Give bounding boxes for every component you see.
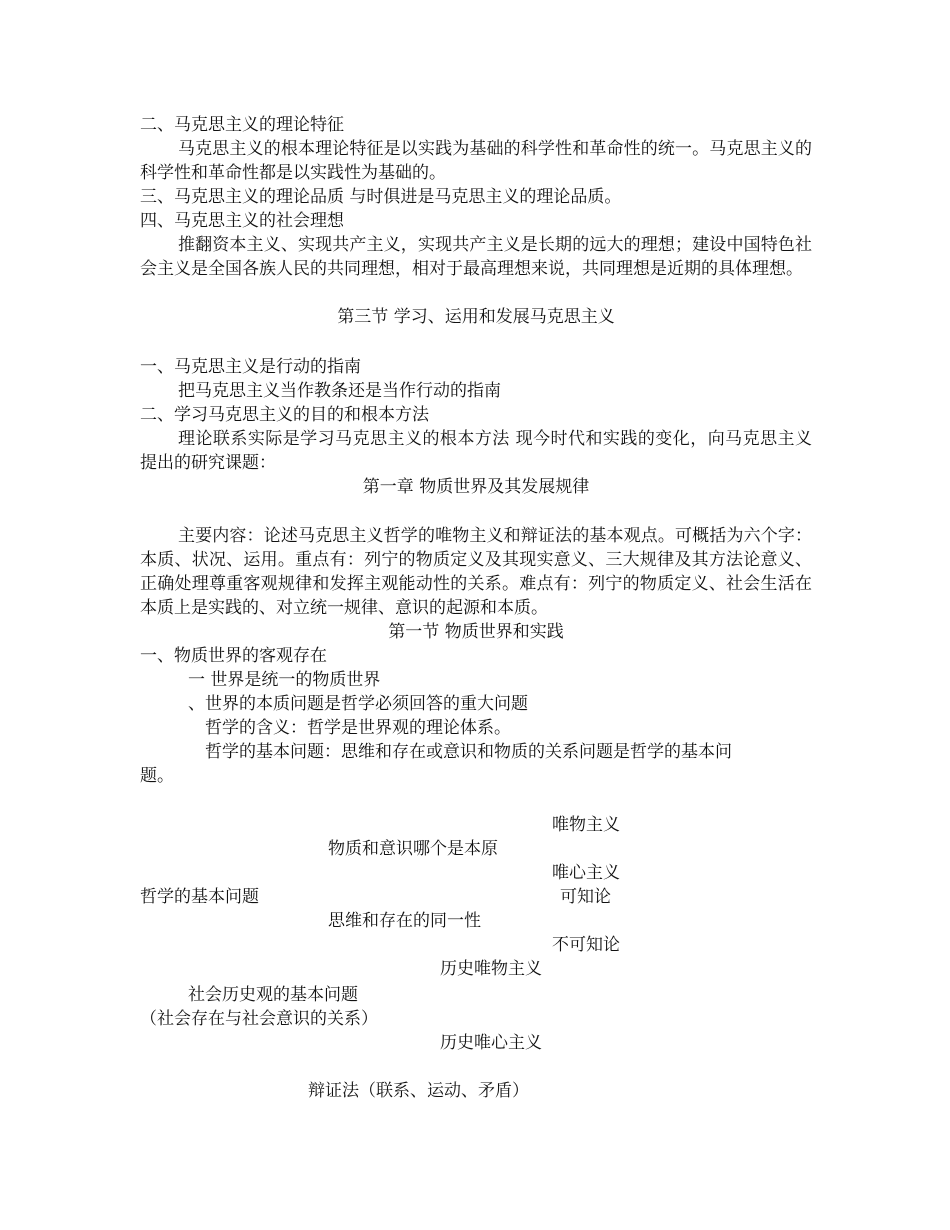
paragraph-chapter-summary: 主要内容：论述马克思主义哲学的唯物主义和辩证法的基本观点。可概括为六个字：本质、状况、运用。重点有：列宁的物质定义及其现实意义、三大规律及其方法论意义、正确处理尊重客观规律和发挥主观能动性的关系。难点有：列宁的物质定义、社会生活在本质上是实践的、对立统一规律、意识的起源和本质。 — [140, 526, 812, 618]
paragraph-social-ideal: 推翻资本主义、实现共产主义，实现共产主义是长期的远大的理想；建设中国特色社会主义是全国各族人民的共同理想，相对于最高理想来说，共同理想是近期的具体理想。 — [140, 235, 812, 279]
section-title-material-world: 第一节 物质世界和实践 — [388, 622, 564, 642]
diagram-unknowable: 不可知论 — [552, 935, 620, 955]
diagram-basic-question: 哲学的基本问题 — [140, 887, 259, 907]
section-heading-objective-existence: 一、物质世界的客观存在 — [140, 646, 327, 666]
section-title-study-marxism: 第三节 学习、运用和发展马克思主义 — [337, 307, 615, 327]
diagram-historical-materialism: 历史唯物主义 — [440, 959, 542, 979]
diagram-which-is-origin: 物质和意识哪个是本原 — [328, 839, 498, 859]
paragraph-study-method: 理论联系实际是学习马克思主义的根本方法 现今时代和实践的变化，向马克思主义提出的研究课题： — [140, 429, 812, 473]
line-basic-question-continued: 题。 — [140, 766, 174, 786]
section-heading-theoretical-quality: 三、马克思主义的理论品质 与时俱进是马克思主义的理论品质。 — [140, 187, 622, 207]
diagram-social-history-question: 社会历史观的基本问题 — [188, 985, 358, 1005]
section-heading-study-method: 二、学习马克思主义的目的和根本方法 — [140, 405, 429, 425]
chapter-title: 第一章 物质世界及其发展规律 — [362, 477, 590, 497]
diagram-materialism: 唯物主义 — [552, 815, 620, 835]
paragraph-theoretical-features: 马克思主义的根本理论特征是以实践为基础的科学性和革命性的统一。马克思主义的科学性和革命性都是以实践性为基础的。 — [140, 139, 812, 183]
diagram-knowable: 可知论 — [560, 887, 611, 907]
diagram-dialectics: 辩证法（联系、运动、矛盾） — [308, 1081, 529, 1101]
section-heading-social-ideal: 四、马克思主义的社会理想 — [140, 211, 344, 231]
diagram-historical-idealism: 历史唯心主义 — [440, 1033, 542, 1053]
line-basic-question: 哲学的基本问题：思维和存在或意识和物质的关系问题是哲学的基本问 — [205, 742, 732, 762]
diagram-identity: 思维和存在的同一性 — [328, 911, 481, 931]
paragraph-guide-to-action: 把马克思主义当作教条还是当作行动的指南 — [178, 381, 501, 401]
line-philosophy-definition: 哲学的含义：哲学是世界观的理论体系。 — [205, 718, 511, 738]
diagram-idealism: 唯心主义 — [552, 863, 620, 883]
diagram-social-relation: （社会存在与社会意识的关系） — [140, 1009, 378, 1029]
section-heading-theoretical-features: 二、马克思主义的理论特征 — [140, 115, 344, 135]
subheading-unified-world: 一 世界是统一的物质世界 — [188, 670, 381, 690]
subheading-essence-of-world: 、世界的本质问题是哲学必须回答的重大问题 — [188, 694, 528, 714]
section-heading-guide-to-action: 一、马克思主义是行动的指南 — [140, 357, 361, 377]
